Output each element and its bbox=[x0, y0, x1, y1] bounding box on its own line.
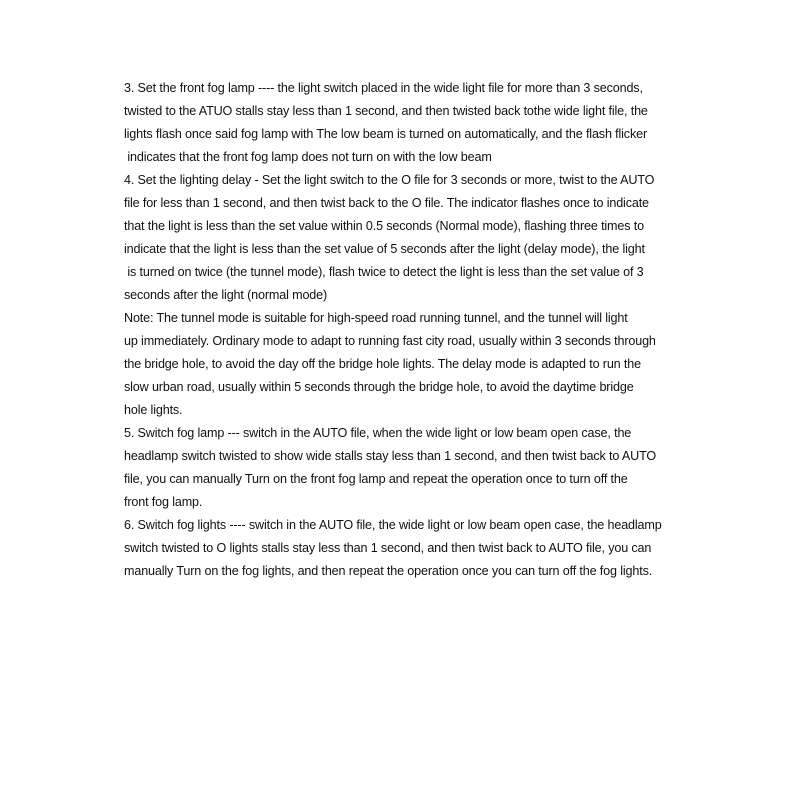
text-line: lights flash once said fog lamp with The low beam is turned on automatically, and the flash flicker bbox=[124, 127, 647, 141]
text-line: seconds after the light (normal mode) bbox=[124, 288, 328, 302]
text-line: file for less than 1 second, and then twist back to the O file. The indicator flashes once to indicate bbox=[124, 196, 649, 210]
instruction-text-block bbox=[124, 77, 714, 583]
text-line: the bridge hole, to avoid the day off the bridge hole lights. The delay mode is adapted to run the bbox=[124, 357, 641, 371]
text-line: 3. Set the front fog lamp ---- the light switch placed in the wide light file for more than 3 seconds, bbox=[124, 81, 643, 95]
text-line: 6. Switch fog lights ---- switch in the AUTO file, the wide light or low beam open case, the headlamp bbox=[124, 518, 662, 532]
text-line: indicates that the front fog lamp does not turn on with the low beam bbox=[124, 150, 492, 164]
text-line: that the light is less than the set value within 0.5 seconds (Normal mode), flashing three times to bbox=[124, 219, 644, 233]
text-line: Note: The tunnel mode is suitable for high-speed road running tunnel, and the tunnel will light bbox=[124, 311, 628, 325]
text-line: hole lights. bbox=[124, 403, 183, 417]
text-line: switch twisted to O lights stalls stay less than 1 second, and then twist back to AUTO file, you can bbox=[124, 541, 652, 555]
text-line: manually Turn on the fog lights, and then repeat the operation once you can turn off the fog lights. bbox=[124, 564, 653, 578]
text-line: slow urban road, usually within 5 seconds through the bridge hole, to avoid the daytime bridge bbox=[124, 380, 634, 394]
text-line: indicate that the light is less than the set value of 5 seconds after the light (delay mode), the light bbox=[124, 242, 645, 256]
text-line: twisted to the ATUO stalls stay less than 1 second, and then twisted back tothe wide light file, the bbox=[124, 104, 648, 118]
text-line: headlamp switch twisted to show wide stalls stay less than 1 second, and then twist back to AUTO bbox=[124, 449, 657, 463]
text-line: front fog lamp. bbox=[124, 495, 203, 509]
text-line: is turned on twice (the tunnel mode), flash twice to detect the light is less than the set value of 3 bbox=[124, 265, 644, 279]
text-line: up immediately. Ordinary mode to adapt to running fast city road, usually within 3 seconds through bbox=[124, 334, 656, 348]
text-line: file, you can manually Turn on the front fog lamp and repeat the operation once to turn off the bbox=[124, 472, 628, 486]
text-line: 4. Set the lighting delay - Set the light switch to the O file for 3 seconds or more, twist to the AUTO bbox=[124, 173, 655, 187]
text-line: 5. Switch fog lamp --- switch in the AUTO file, when the wide light or low beam open case, the bbox=[124, 426, 632, 440]
